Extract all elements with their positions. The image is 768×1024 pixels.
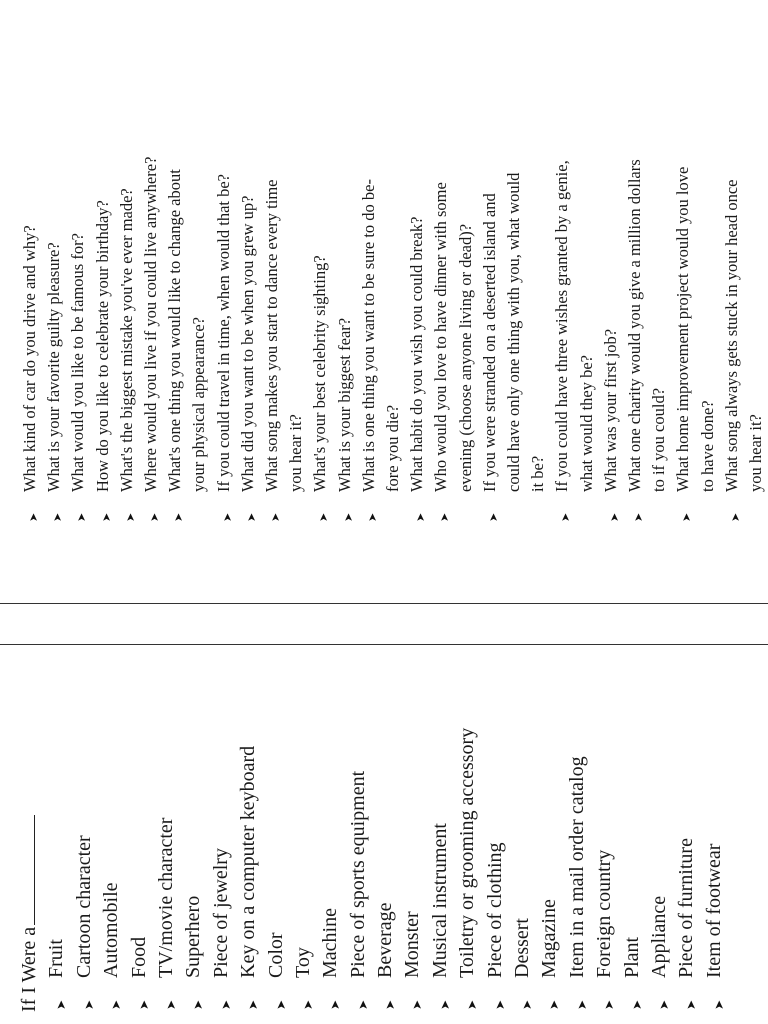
question-line: you hear it?: [746, 414, 766, 492]
question-item: [478, 4, 551, 524]
bullet-arrow-icon: ➤: [437, 999, 452, 1010]
question-line: fore you die?: [383, 404, 403, 492]
question-text: [163, 4, 211, 492]
question-line: What was your first job?: [600, 328, 620, 492]
question-item: [671, 4, 719, 524]
list-item-label: Machine: [319, 908, 342, 978]
bullet-arrow-icon: ➤: [218, 999, 233, 1010]
bullet-arrow-icon: ➤: [465, 999, 480, 1010]
question-line: to if you could?: [649, 387, 669, 492]
bullet-arrow-icon: ➤: [54, 999, 69, 1010]
bullet-arrow-icon: ➤: [684, 999, 699, 1010]
question-line: How do you like to celebrate your birthday?: [92, 200, 112, 492]
question-line: What's the biggest mistake you've ever made?: [116, 188, 136, 492]
bullet-arrow-icon: ➤: [75, 512, 89, 522]
bullet-arrow-icon: ➤: [191, 999, 206, 1010]
question-item: [18, 4, 42, 524]
question-line: What's your best celebrity sighting?: [310, 255, 330, 492]
list-item-label: Key on a computer keyboard: [237, 745, 260, 978]
bullet-arrow-icon: ➤: [602, 999, 617, 1010]
question-text: [550, 4, 598, 492]
bullet-arrow-icon: ➤: [365, 512, 379, 522]
question-item: [623, 4, 671, 524]
list-item: [180, 728, 207, 1012]
question-text: [599, 4, 623, 492]
question-item: [308, 4, 332, 524]
bullet-arrow-icon: ➤: [383, 999, 398, 1010]
bullet-arrow-icon: ➤: [492, 999, 507, 1010]
question-item: [405, 4, 429, 524]
question-line: to have done?: [697, 400, 717, 492]
if-i-were-items: [43, 728, 728, 1012]
list-item-label: Piece of sports equipment: [346, 770, 369, 978]
list-item-label: Item in a mail order catalog: [565, 756, 588, 978]
question-line: could have only one thing with you, what would: [504, 172, 524, 492]
if-i-were-list: [16, 728, 728, 1012]
question-text: [333, 4, 357, 492]
bullet-arrow-icon: ➤: [656, 999, 671, 1010]
questions-list: [18, 4, 768, 524]
question-item: [212, 4, 236, 524]
list-item-label: Foreign country: [593, 849, 616, 978]
bullet-arrow-icon: ➤: [163, 999, 178, 1010]
bullet-arrow-icon: ➤: [559, 512, 573, 522]
question-text: [260, 4, 308, 492]
question-line: What habit do you wish you could break?: [407, 216, 427, 492]
list-item: [619, 728, 646, 1012]
bullet-arrow-icon: ➤: [632, 512, 646, 522]
list-item-label: Piece of clothing: [483, 842, 506, 978]
question-line: What did you want to be when you grew up?: [237, 195, 257, 492]
bullet-arrow-icon: ➤: [27, 512, 40, 522]
question-line: your physical appearance?: [189, 317, 209, 492]
question-text: [308, 4, 332, 492]
bullet-arrow-icon: ➤: [244, 512, 258, 522]
list-item: [564, 728, 591, 1012]
bullet-arrow-icon: ➤: [81, 999, 96, 1010]
list-item-label: Toiletry or grooming accessory: [456, 727, 479, 978]
question-items: [18, 4, 768, 524]
list-item-label: Food: [127, 936, 150, 978]
bullet-arrow-icon: ➤: [410, 999, 425, 1010]
list-item: [673, 728, 700, 1012]
bullet-arrow-icon: ➤: [547, 999, 562, 1010]
list-item-label: Dessert: [511, 918, 534, 978]
question-item: [115, 4, 139, 524]
question-text: [91, 4, 115, 492]
list-item-label: Magazine: [538, 899, 561, 978]
list-item: [509, 728, 536, 1012]
question-item: [236, 4, 260, 524]
list-item: [345, 728, 372, 1012]
question-text: [18, 4, 42, 492]
question-text: [66, 4, 90, 492]
question-line: What would you like to be famous for?: [68, 233, 88, 492]
list-item-label: Cartoon character: [72, 835, 95, 978]
question-item: [550, 4, 598, 524]
list-item: [536, 728, 563, 1012]
list-item-label: Appliance: [647, 895, 670, 978]
question-line: what would they be?: [576, 354, 596, 492]
bullet-arrow-icon: ➤: [273, 999, 288, 1010]
question-line: If you were stranded on a deserted island and: [479, 193, 499, 492]
list-item-label: Beverage: [374, 902, 397, 978]
question-text: [42, 4, 66, 492]
list-item-label: TV/movie character: [154, 817, 177, 978]
bullet-arrow-icon: ➤: [438, 512, 452, 522]
question-line: What kind of car do you drive and why?: [20, 225, 39, 492]
list-item: [482, 728, 509, 1012]
bullet-arrow-icon: ➤: [317, 512, 331, 522]
bullet-arrow-icon: ➤: [629, 999, 644, 1010]
question-line: you hear it?: [286, 414, 306, 492]
question-text: [115, 4, 139, 492]
question-line: What one charity would you give a million dollars: [625, 159, 645, 492]
list-item-label: Superhero: [182, 895, 205, 978]
list-item-label: Color: [264, 932, 287, 978]
question-text: [429, 4, 477, 492]
list-item-label: Fruit: [45, 939, 68, 978]
bullet-arrow-icon: ➤: [574, 999, 589, 1010]
question-line: What is one thing you want to be sure to do be-: [358, 179, 378, 492]
list-item: [317, 728, 344, 1012]
list-item: [126, 728, 153, 1012]
question-item: [163, 4, 211, 524]
question-line: What is your biggest fear?: [334, 317, 354, 492]
question-text: [139, 4, 163, 492]
question-line: If you could have three wishes granted by a genie,: [552, 160, 572, 492]
bullet-arrow-icon: ➤: [148, 512, 162, 522]
question-item: [720, 4, 768, 524]
list-item: [701, 728, 728, 1012]
list-item-label: Plant: [620, 936, 643, 978]
bullet-arrow-icon: ➤: [300, 999, 315, 1010]
list-item: [454, 728, 481, 1012]
list-item: [290, 728, 317, 1012]
list-item-label: Piece of jewelry: [209, 848, 232, 978]
question-item: [139, 4, 163, 524]
question-text: [720, 4, 768, 492]
list-item-label: Item of footwear: [702, 843, 725, 978]
question-item: [599, 4, 623, 524]
list-item: [153, 728, 180, 1012]
list-item: [98, 728, 125, 1012]
list-item: [263, 728, 290, 1012]
bullet-arrow-icon: ➤: [220, 512, 234, 522]
bullet-arrow-icon: ➤: [269, 512, 283, 522]
list-item: [646, 728, 673, 1012]
bullet-arrow-icon: ➤: [109, 999, 124, 1010]
list-item: [71, 728, 98, 1012]
list-item: [208, 728, 235, 1012]
list-item-label: Toy: [291, 947, 314, 978]
question-line: What's one thing you would like to change about: [165, 169, 185, 492]
question-line: If you could travel in time, when would that be?: [213, 174, 233, 492]
list-item-label: Piece of furniture: [675, 838, 698, 978]
question-line: it be?: [528, 455, 548, 492]
list-item-label: Monster: [401, 911, 424, 978]
question-item: [91, 4, 115, 524]
bullet-arrow-icon: ➤: [607, 512, 621, 522]
list-item-label: Automobile: [100, 882, 123, 978]
list-item: [399, 728, 426, 1012]
question-line: evening (choose anyone living or dead)?: [455, 223, 475, 492]
question-text: [236, 4, 260, 492]
question-item: [42, 4, 66, 524]
list-item: [372, 728, 399, 1012]
question-line: Where would you live if you could live anywhere?: [141, 156, 161, 492]
list-item: [43, 728, 70, 1012]
bullet-arrow-icon: ➤: [172, 512, 186, 522]
question-item: [429, 4, 477, 524]
bullet-arrow-icon: ➤: [99, 512, 113, 522]
list-title: If I Were a: [16, 728, 43, 1012]
list-item: [235, 728, 262, 1012]
question-line: What song makes you start to dance every time: [262, 179, 282, 492]
question-text: [212, 4, 236, 492]
list-item: [427, 728, 454, 1012]
bullet-arrow-icon: ➤: [51, 512, 65, 522]
question-item: [357, 4, 405, 524]
question-item: [333, 4, 357, 524]
bullet-arrow-icon: ➤: [486, 512, 500, 522]
bullet-arrow-icon: ➤: [341, 512, 355, 522]
question-line: What is your favorite guilty pleasure?: [44, 242, 64, 492]
bullet-arrow-icon: ➤: [414, 512, 428, 522]
bullet-arrow-icon: ➤: [355, 999, 370, 1010]
bullet-arrow-icon: ➤: [728, 512, 742, 522]
fill-in-blank: [20, 815, 35, 925]
bullet-arrow-icon: ➤: [680, 512, 694, 522]
list-item-label: Musical instrument: [428, 823, 451, 978]
question-text: [357, 4, 405, 492]
question-item: [66, 4, 90, 524]
question-text: [623, 4, 671, 492]
question-item: [260, 4, 308, 524]
bullet-arrow-icon: ➤: [246, 999, 261, 1010]
bullet-arrow-icon: ➤: [123, 512, 137, 522]
question-text: [478, 4, 551, 492]
question-text: [405, 4, 429, 492]
bullet-arrow-icon: ➤: [328, 999, 343, 1010]
bullet-arrow-icon: ➤: [711, 999, 726, 1010]
bullet-arrow-icon: ➤: [136, 999, 151, 1010]
bullet-arrow-icon: ➤: [520, 999, 535, 1010]
question-line: What home improvement project would you love: [673, 166, 693, 492]
question-line: What song always gets stuck in your head once: [721, 179, 741, 492]
question-text: [671, 4, 719, 492]
list-item: [591, 728, 618, 1012]
question-line: Who would you love to have dinner with some: [431, 182, 451, 492]
